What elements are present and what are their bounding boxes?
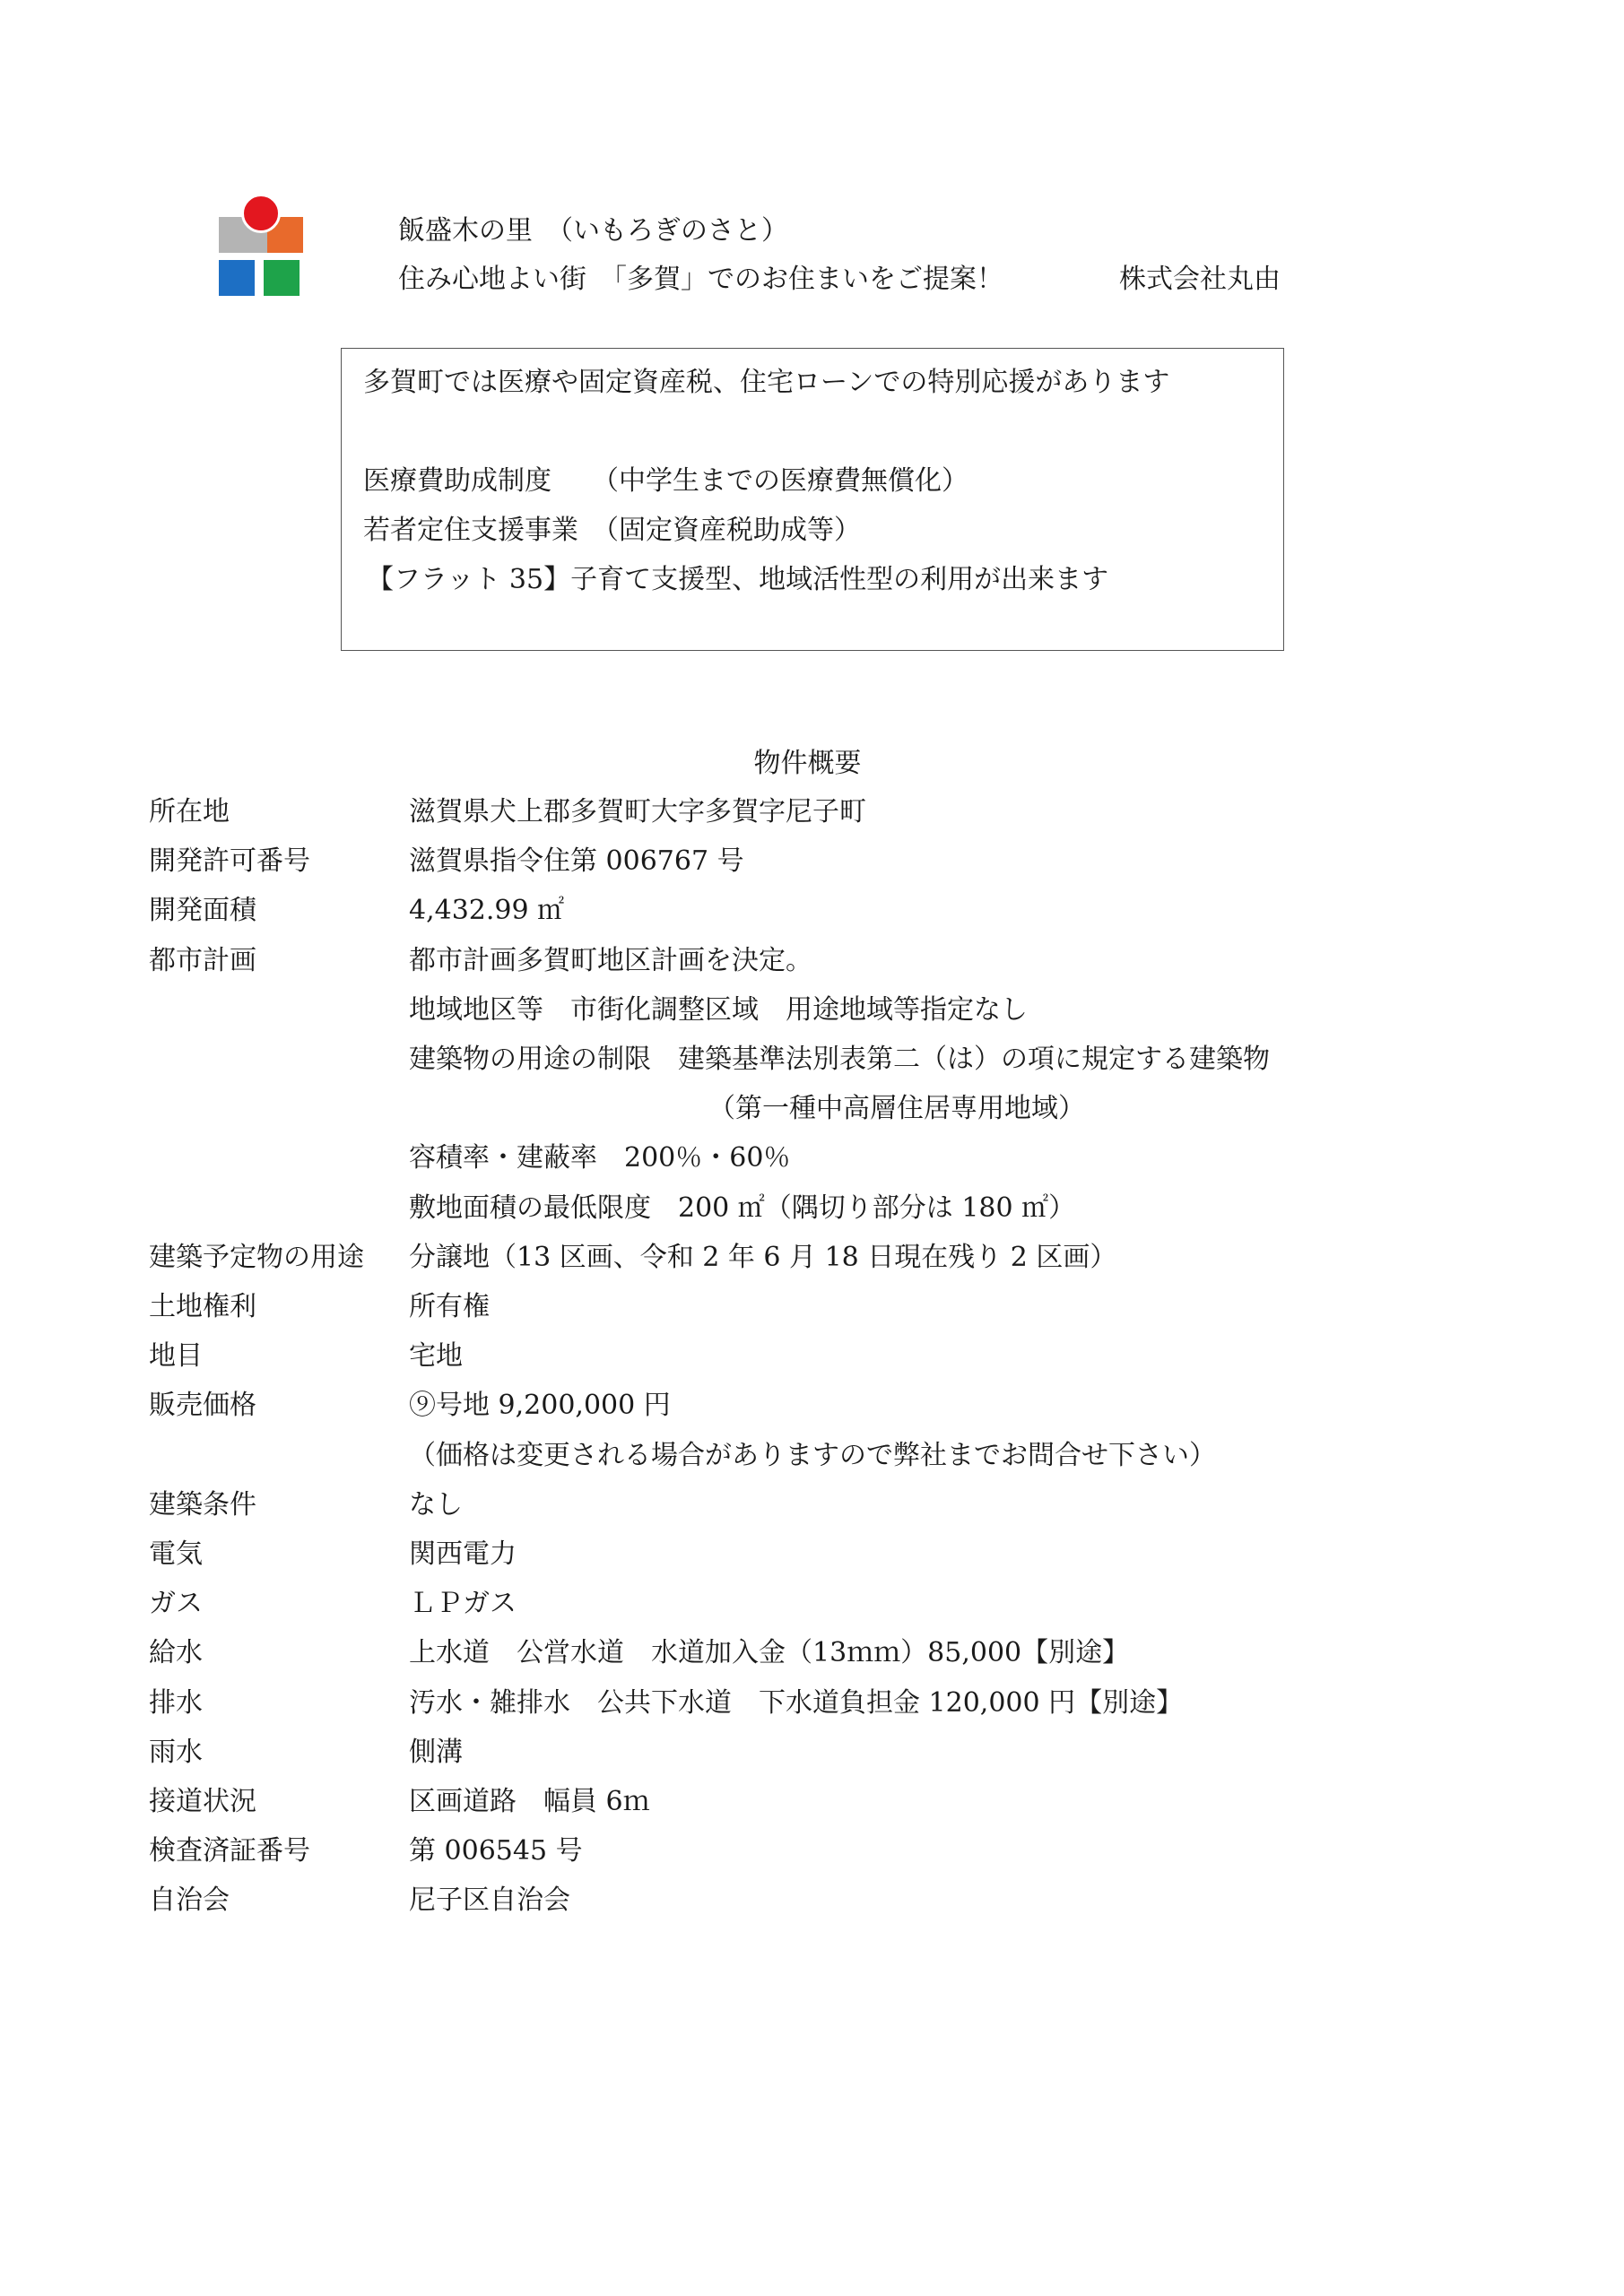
property-value: 滋賀県指令住第 006767 号 <box>409 845 744 878</box>
property-row <box>0 1586 1624 1622</box>
property-row <box>0 1140 1624 1176</box>
property-row <box>0 893 1624 929</box>
support-item-medical: 医療費助成制度 （中学生までの医療費無償化） <box>363 465 968 497</box>
property-row <box>0 1487 1624 1523</box>
support-box-title: 多賀町では医療や固定資産税、住宅ローンでの特別応援があります <box>363 367 1170 398</box>
property-label: 雨水 <box>149 1736 203 1768</box>
property-row <box>0 1537 1624 1573</box>
property-label: 接道状況 <box>149 1786 256 1817</box>
property-value: 尼子区自治会 <box>409 1884 570 1917</box>
property-overview-title: 物件概要 <box>753 748 862 779</box>
support-info-box <box>341 348 1284 651</box>
property-value: 側溝 <box>409 1736 463 1768</box>
property-label: 電気 <box>149 1538 203 1570</box>
property-row <box>0 1883 1624 1919</box>
property-row <box>0 794 1624 830</box>
property-value: 関西電力 <box>409 1538 517 1570</box>
property-row <box>0 1685 1624 1721</box>
property-row <box>0 1240 1624 1276</box>
property-row <box>0 1635 1624 1671</box>
support-item-youth: 若者定住支援事業 （固定資産税助成等） <box>363 515 861 546</box>
property-label: 都市計画 <box>149 944 256 976</box>
property-label: ガス <box>149 1588 203 1620</box>
property-row <box>0 992 1624 1028</box>
property-label: 検査済証番号 <box>149 1835 310 1867</box>
property-row <box>0 1833 1624 1869</box>
property-value: 汚水・雑排水 公共下水道 下水道負担金 120,000 円【別途】 <box>409 1686 1184 1719</box>
property-value: 区画道路 幅員 6ｍ <box>409 1786 650 1817</box>
property-label: 地目 <box>149 1340 203 1373</box>
logo-green-square <box>264 260 300 296</box>
property-row <box>0 1091 1624 1127</box>
property-row <box>0 1735 1624 1771</box>
property-label: 建築条件 <box>149 1488 256 1521</box>
property-value: 4,432.99 ㎡ <box>409 895 565 927</box>
property-label: 販売価格 <box>149 1390 256 1422</box>
property-label: 建築予定物の用途 <box>149 1241 364 1273</box>
property-value: 容積率・建蔽率 200％・60％ <box>409 1142 791 1174</box>
company-logo <box>215 192 305 301</box>
property-row <box>0 844 1624 879</box>
property-value: 宅地 <box>409 1340 463 1373</box>
property-label: 土地権利 <box>149 1291 256 1322</box>
company-name: 株式会社丸由 <box>1119 264 1281 295</box>
property-value: 上水道 公営水道 水道加入金（13ｍｍ）85,000【別途】 <box>409 1637 1130 1669</box>
property-row <box>0 1438 1624 1474</box>
property-row <box>0 1339 1624 1374</box>
property-value: ⑨号地 9,200,000 円 <box>409 1390 671 1422</box>
property-value: 分譲地（13 区画、令和 2 年 6 月 18 日現在残り 2 区画） <box>409 1241 1117 1273</box>
property-label: 自治会 <box>149 1884 230 1917</box>
property-value: 敷地面積の最低限度 200 ㎡（隅切り部分は 180 ㎡） <box>409 1191 1076 1224</box>
property-value: 都市計画多賀町地区計画を決定。 <box>409 944 812 976</box>
property-row <box>0 1191 1624 1226</box>
property-label: 開発面積 <box>149 895 256 927</box>
header-tagline: 住み心地よい街 「多賀」でのお住まいをご提案！ <box>398 264 1003 295</box>
support-item-flat35: 【フラット 35】子育て支援型、地域活性型の利用が出来ます <box>367 564 1109 595</box>
header-title: 飯盛木の里 （いもろぎのさと） <box>398 215 788 247</box>
property-value: 第 006545 号 <box>409 1835 583 1867</box>
property-value: 建築物の用途の制限 建築基準法別表第二（は）の項に規定する建築物 <box>409 1044 1270 1075</box>
property-row <box>0 1289 1624 1325</box>
property-label: 開発許可番号 <box>149 845 310 878</box>
logo-blue-square <box>219 260 255 296</box>
property-row <box>0 1388 1624 1424</box>
property-row <box>0 1042 1624 1078</box>
property-row <box>0 943 1624 979</box>
property-value: 滋賀県犬上郡多賀町大字多賀字尼子町 <box>409 796 866 827</box>
property-value: 所有権 <box>409 1291 490 1322</box>
property-value: なし <box>409 1488 463 1521</box>
property-row <box>0 1784 1624 1820</box>
property-value: （第一種中高層住居専用地域） <box>708 1093 1085 1125</box>
logo-red-circle <box>241 194 281 233</box>
property-label: 排水 <box>149 1686 203 1719</box>
property-value: ＬＰガス <box>409 1588 517 1620</box>
property-value: （価格は変更される場合がありますので弊社までお問合せ下さい） <box>409 1439 1216 1471</box>
property-value: 地域地区等 市街化調整区域 用途地域等指定なし <box>409 993 1028 1026</box>
property-label: 所在地 <box>149 796 230 827</box>
property-label: 給水 <box>149 1637 203 1669</box>
